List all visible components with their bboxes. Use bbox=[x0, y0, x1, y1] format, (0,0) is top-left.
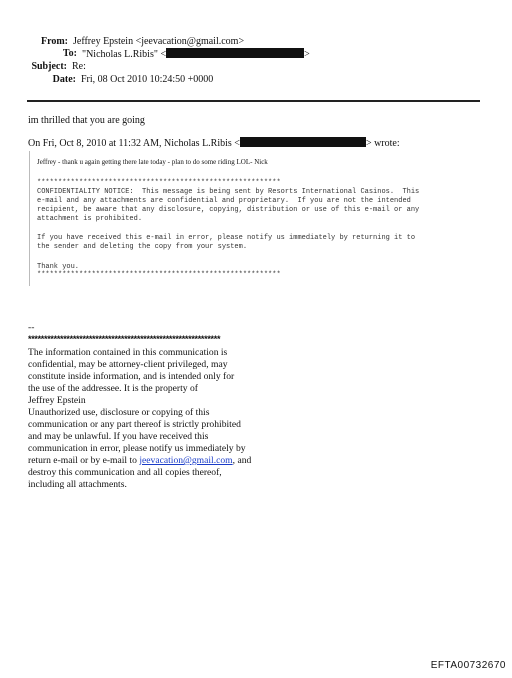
attribution-line bbox=[28, 137, 400, 150]
disclaimer-text: , and bbox=[232, 455, 252, 466]
quoted-thank-you: Thank you. bbox=[37, 263, 80, 271]
disclaimer-line: The information contained in this communication is bbox=[28, 347, 228, 358]
confidentiality-notice-6: the sender and deleting the copy from your system. bbox=[37, 243, 248, 251]
date-value: Fri, 08 Oct 2010 10:24:50 +0000 bbox=[81, 74, 214, 85]
to-value: "Nicholas L.Ribis" < bbox=[82, 49, 167, 60]
disclaimer-line bbox=[28, 455, 251, 467]
quoted-stars-bottom: ********************************************************** bbox=[37, 271, 281, 279]
header-divider bbox=[27, 100, 480, 102]
confidentiality-notice-3: recipient, be aware that any disclosure, copying, distribution or use of this e-mail or any bbox=[37, 206, 420, 214]
quoted-line: Jeffrey - thank u again getting there late today - plan to do some riding LOL- Nick bbox=[37, 158, 268, 166]
from-value: Jeffrey Epstein <jeevacation@gmail.com> bbox=[73, 36, 245, 47]
to-label: To: bbox=[62, 48, 77, 59]
disclaimer-text: return e-mail or by e-mail to bbox=[28, 455, 140, 466]
confidentiality-notice-5: If you have received this e-mail in error, please notify us immediately by returning it to bbox=[37, 234, 416, 242]
disclaimer-line: and may be unlawful. If you have received this bbox=[28, 431, 209, 442]
signature-stars: ************************************************************ bbox=[28, 334, 221, 344]
disclaimer-line: Jeffrey Epstein bbox=[28, 395, 86, 406]
disclaimer-line: communication or any part thereof is strictly prohibited bbox=[28, 419, 241, 430]
signature-dashes: -- bbox=[28, 322, 35, 333]
attribution-suffix: > wrote: bbox=[365, 138, 400, 149]
from-label: From: bbox=[40, 36, 68, 47]
confidentiality-notice-1: CONFIDENTIALITY NOTICE: This message is being sent by Resorts International Casinos. This bbox=[37, 188, 420, 196]
disclaimer-line: including all attachments. bbox=[28, 479, 127, 490]
disclaimer-line: destroy this communication and all copies thereof, bbox=[28, 467, 222, 478]
to-value-wrap bbox=[82, 48, 310, 61]
disclaimer-line: Unauthorized use, disclosure or copying of this bbox=[28, 407, 210, 418]
disclaimer-line: confidential, may be attorney-client privileged, may bbox=[28, 359, 228, 370]
confidentiality-notice-4: attachment is prohibited. bbox=[37, 215, 143, 223]
quoted-stars-top: ********************************************************** bbox=[37, 179, 281, 187]
reply-text: im thrilled that you are going bbox=[28, 115, 145, 126]
redaction-block bbox=[240, 137, 366, 147]
disclaimer-line: constitute inside information, and is intended only for bbox=[28, 371, 235, 382]
to-suffix: > bbox=[304, 49, 310, 60]
document-id: EFTA00732670 bbox=[430, 660, 506, 671]
redaction-block bbox=[166, 48, 304, 58]
disclaimer-line: the use of the addressee. It is the property of bbox=[28, 383, 198, 394]
quoted-message bbox=[29, 151, 487, 286]
subject-label: Subject: bbox=[31, 61, 67, 72]
confidentiality-notice-2: e-mail and any attachments are confidential and proprietary. If you are not the intended bbox=[37, 197, 411, 205]
attribution-prefix: On Fri, Oct 8, 2010 at 11:32 AM, Nicholas L.Ribis < bbox=[28, 138, 240, 149]
disclaimer-line: communication in error, please notify us immediately by bbox=[28, 443, 246, 454]
email-link[interactable]: jeevacation@gmail.com bbox=[139, 455, 233, 466]
subject-value: Re: bbox=[72, 61, 86, 72]
date-label: Date: bbox=[52, 74, 76, 85]
